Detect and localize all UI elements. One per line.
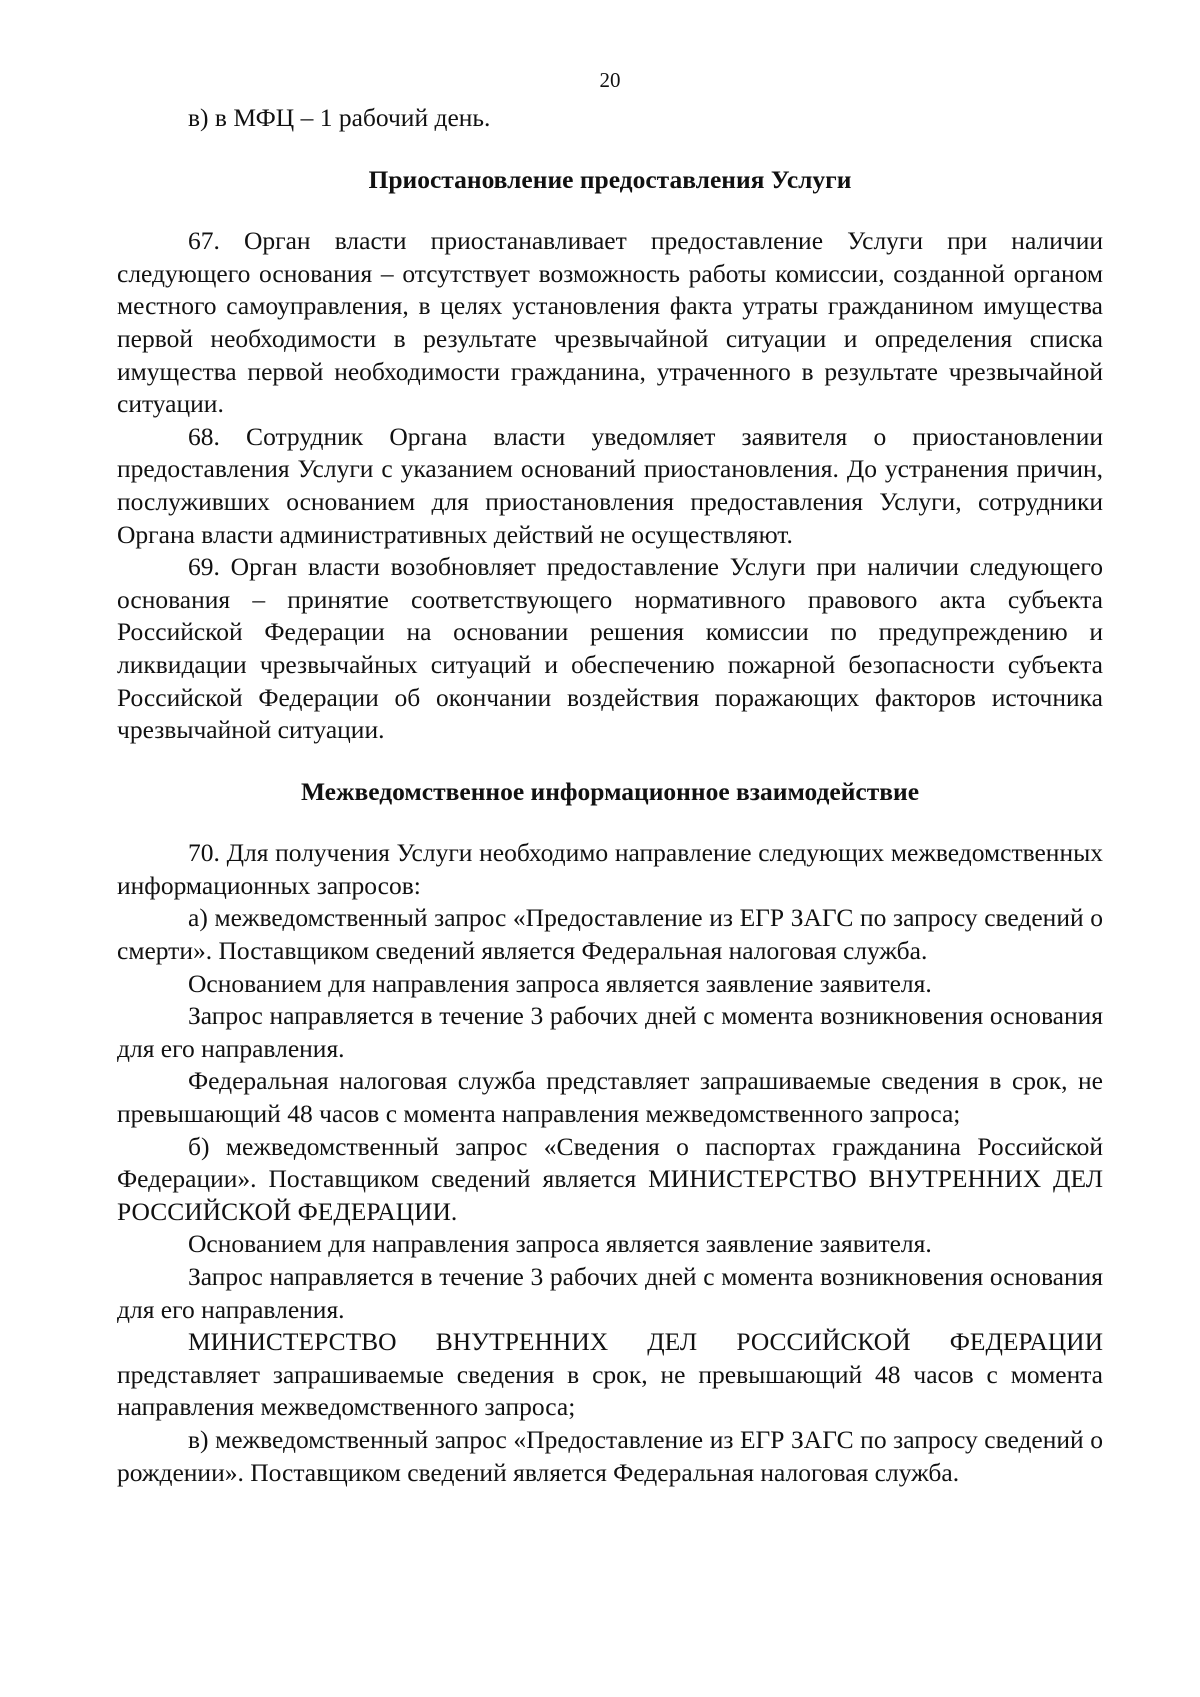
paragraph-70b-response: МИНИСТЕРСТВО ВНУТРЕННИХ ДЕЛ РОССИЙСКОЙ ФЕДЕРАЦИИ представляет запрашиваемые сведения в срок, не превышающий 48 часов с момента направления межведомственного запроса;: [117, 1327, 1103, 1422]
paragraph-67: 67. Орган власти приостанавливает предоставление Услуги при наличии следующего основания – отсутствует возможность работы комиссии, созданной органом местного самоуправления, в целях установления факта утраты гражданином имущества первой необходимости в результате чрезвычайной ситуации и определения списка имущества первой необходимости гражданина, утраченного в результате чрезвычайной ситуации.: [117, 226, 1103, 419]
section-heading-interagency: Межведомственное информационное взаимодействие: [300, 776, 920, 806]
paragraph-70a-timing: Запрос направляется в течение 3 рабочих дней с момента возникновения основания для его направления.: [117, 1001, 1103, 1063]
paragraph-69: 69. Орган власти возобновляет предоставление Услуги при наличии следующего основания – принятие соответствующего нормативного правового акта субъекта Российской Федерации на основании решения комиссии по предупреждению и ликвидации чрезвычайных ситуаций и обеспечению пожарной безопасности субъекта Российской Федерации об окончании воздействия поражающих факторов источника чрезвычайной ситуации.: [117, 552, 1103, 745]
paragraph-70: 70. Для получения Услуги необходимо направление следующих межведомственных информационных запросов:: [117, 838, 1103, 900]
section-heading-suspension: Приостановление предоставления Услуги: [368, 164, 852, 194]
paragraph-70a: а) межведомственный запрос «Предоставление из ЕГР ЗАГС по запросу сведений о смерти». Поставщиком сведений является Федеральная налоговая служба.: [117, 903, 1103, 966]
paragraph-70v: в) межведомственный запрос «Предоставление из ЕГР ЗАГС по запросу сведений о рождении». Поставщиком сведений является Федеральная налоговая служба.: [117, 1424, 1103, 1487]
paragraph-70a-basis: Основанием для направления запроса является заявление заявителя.: [188, 968, 932, 998]
page-number: 20: [599, 68, 621, 92]
paragraph-68: 68. Сотрудник Органа власти уведомляет заявителя о приостановлении предоставления Услуги с указанием оснований приостановления. До устранения причин, послуживших основанием для приостановления предоставления Услуги, сотрудники Органа власти административных действий не осуществляют.: [117, 421, 1103, 549]
paragraph-mfc-deadline: в) в МФЦ – 1 рабочий день.: [188, 103, 491, 132]
paragraph-70b-basis: Основанием для направления запроса является заявление заявителя.: [188, 1229, 932, 1259]
paragraph-70b: б) межведомственный запрос «Сведения о паспортах гражданина Российской Федерации». Поставщиком сведений является МИНИСТЕРСТВО ВНУТРЕННИХ ДЕЛ РОССИЙСКОЙ ФЕДЕРАЦИИ.: [117, 1131, 1103, 1226]
paragraph-70b-timing: Запрос направляется в течение 3 рабочих дней с момента возникновения основания для его направления.: [117, 1262, 1103, 1324]
paragraph-70a-response: Федеральная налоговая служба представляет запрашиваемые сведения в срок, не превышающий 48 часов с момента направления межведомственного запроса;: [117, 1066, 1103, 1129]
